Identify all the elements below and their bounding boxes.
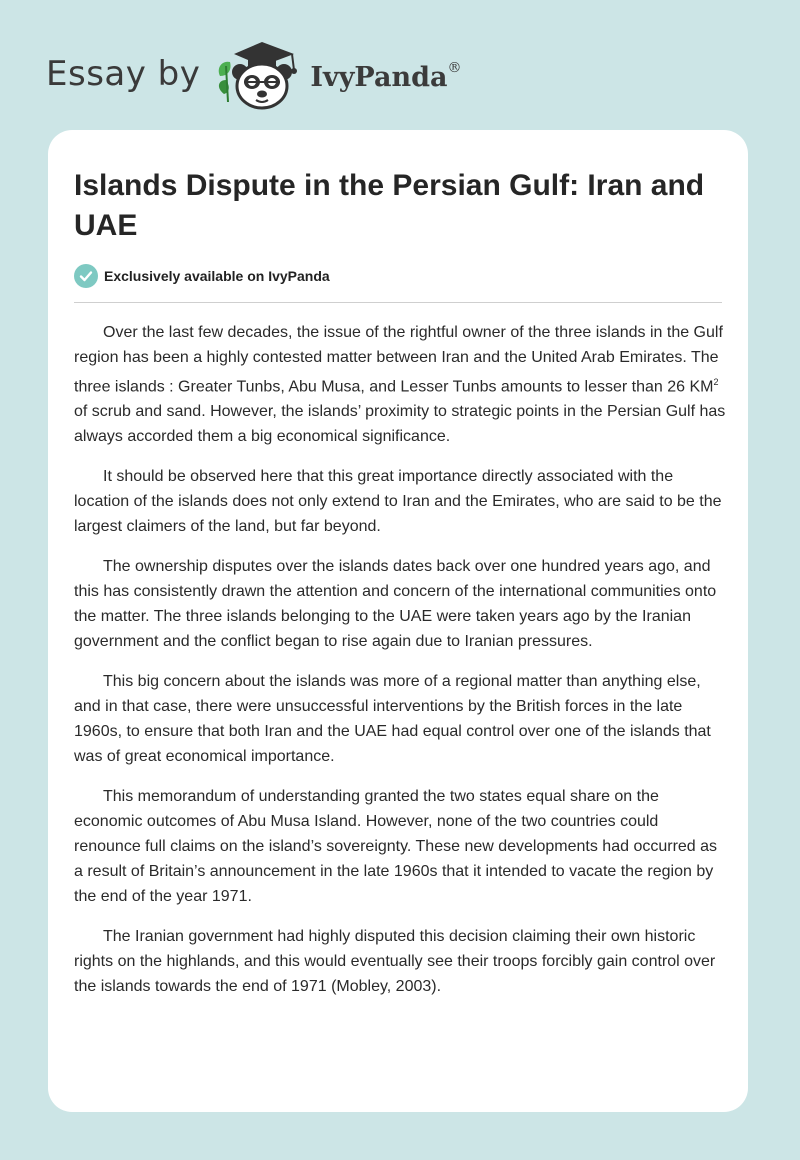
paragraph-1 — [74, 320, 726, 449]
superscript-2: 2 — [713, 377, 719, 387]
paragraph-6: The Iranian government had highly disputed this decision claiming their own historic rights on the highlands, and this would eventually see their troops forcibly gain control over the islands towards the end of 1971 (Mobley, 2003). — [74, 928, 716, 996]
divider — [74, 302, 722, 303]
exclusive-badge-label: Exclusively available on IvyPanda — [104, 268, 330, 284]
registered-mark: ® — [447, 59, 462, 76]
essay-body — [74, 320, 726, 1014]
brand-name-text: IvyPanda — [310, 61, 448, 93]
paragraph-1-text: Over the last few decades, the issue of the rightful owner of the three islands in the Gulf region has been a highly contested matter between Iran and the United Arab Emirates. The three islands : Greater Tunbs, Abu Musa, and Lesser Tunbs amounts to lesser than 26 KM — [74, 324, 723, 396]
paragraph-3: The ownership disputes over the islands dates back over one hundred years ago, and this has consistently drawn the attention and concern of the international communities onto the matter. The three islands belonging to the UAE were taken years ago by the Iranian government and the conflict began to rise again due to Iranian pressures. — [74, 558, 717, 651]
paragraph-5: This memorandum of understanding granted the two states equal share on the economic outcomes of Abu Musa Island. However, none of the two countries could renounce full claims on the island’s sovereignty. These new developments had occurred as a result of Britain’s announcement in the late 1960s that it intended to vacate the region by the end of the year 1971. — [74, 788, 718, 906]
paragraph-2: It should be observed here that this great importance directly associated with the location of the islands does not only extend to Iran and the Emirates, who are said to be the largest claimers of the land, but far beyond. — [74, 468, 722, 536]
panda-logo-icon[interactable] — [214, 36, 306, 112]
page-title: Islands Dispute in the Persian Gulf: Iran and UAE — [74, 169, 705, 242]
check-icon — [74, 264, 98, 288]
essay-by-label: Essay by — [46, 54, 201, 94]
exclusive-badge — [74, 264, 330, 288]
paragraph-4: This big concern about the islands was more of a regional matter than anything else, and in that case, there were unsuccessful interventions by the British forces in the late 1960s, to ensure that both Iran and the UAE had equal control over one of the islands that was of great economical importance. — [74, 673, 711, 766]
leaf-icon — [219, 62, 231, 102]
site-header — [46, 34, 461, 114]
essay-card — [48, 130, 748, 1112]
brand-name[interactable] — [310, 59, 462, 93]
paragraph-1-text-end: of scrub and sand. However, the islands’ proximity to strategic points in the Persian Gulf has always accorded them a big economical significance. — [74, 403, 726, 446]
